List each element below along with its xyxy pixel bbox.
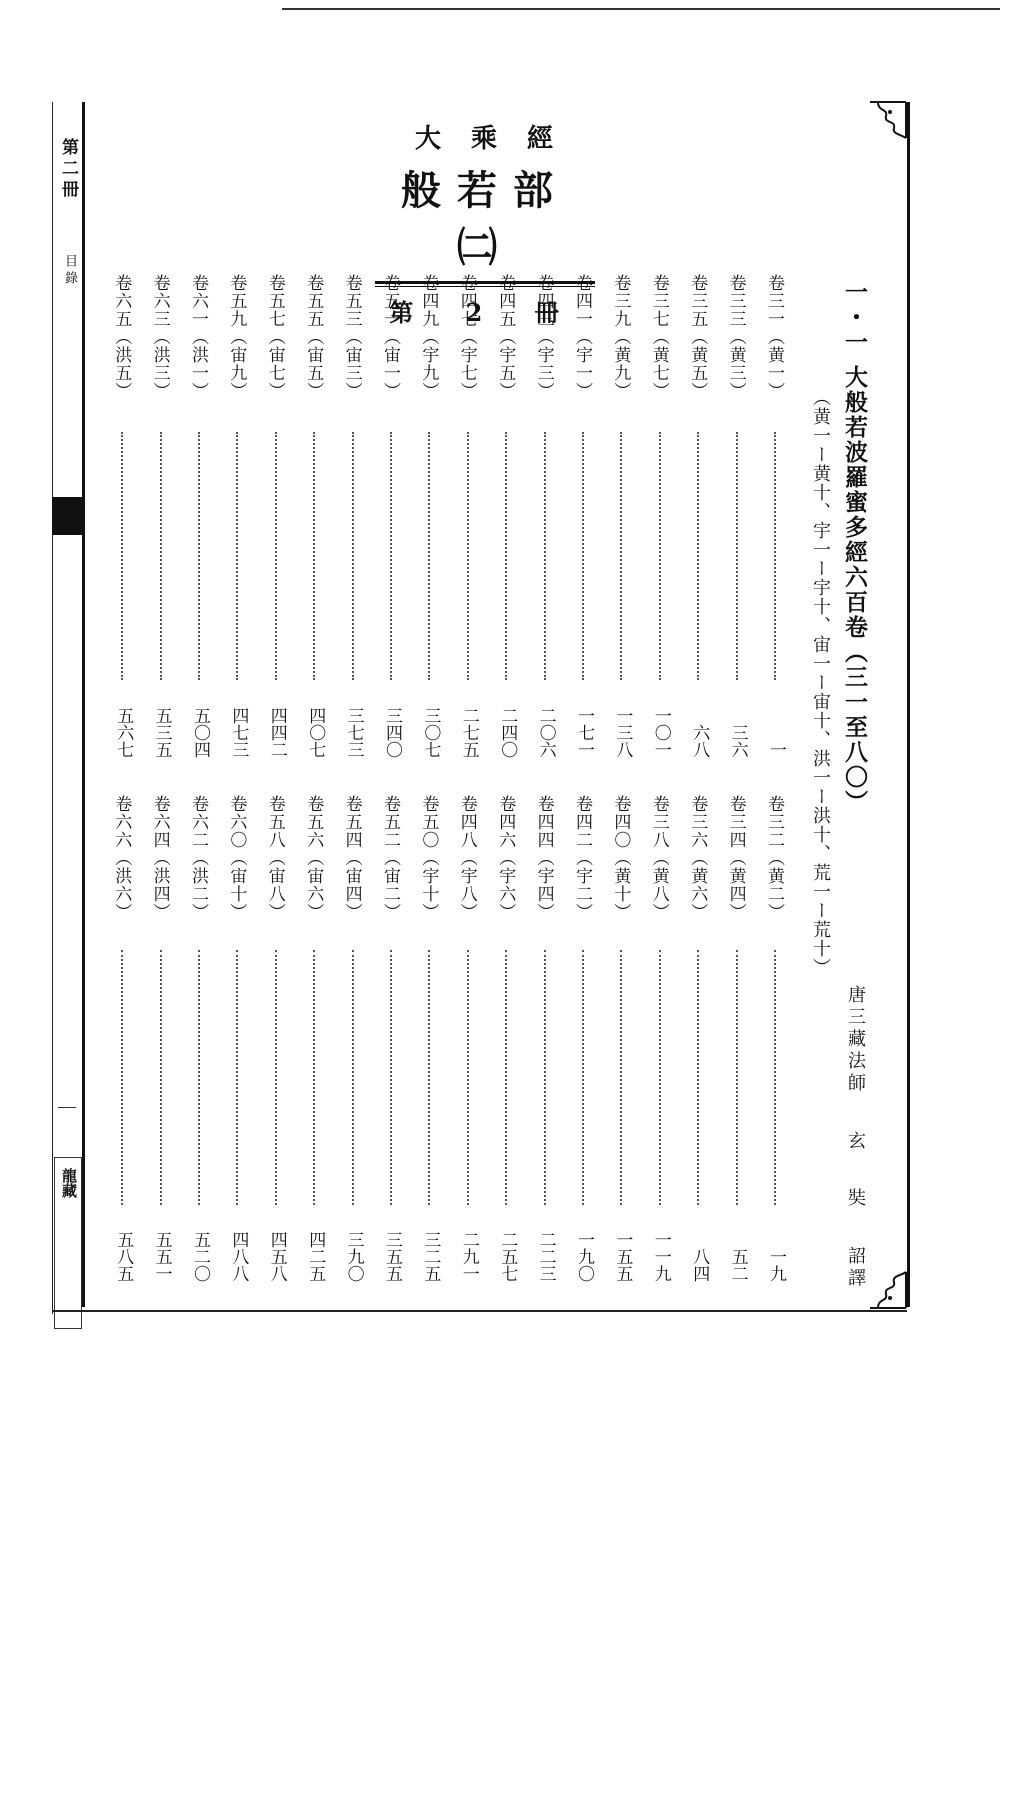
leader-dots [390,432,392,680]
entry-page-number: 一九〇 [574,1231,594,1282]
bottom-entry [493,795,521,1795]
entry-page-number: 五二〇 [190,1231,210,1282]
entry-label: 卷五九（宙九） [226,274,247,400]
entry-label: 卷五三（宙三） [341,274,362,400]
entry-label: 卷四〇（黄十） [610,795,631,921]
entry-page-number: 三六 [727,724,748,758]
bottom-entry [532,795,560,1795]
bottom-entry [263,795,291,1795]
leader-dots [620,432,622,680]
entry-page-number: 三四〇 [382,707,402,758]
entry-label: 卷六〇（宙十） [226,795,247,921]
entry-page-number: 二二三 [535,1231,556,1282]
bottom-entry [724,795,752,1795]
entry-label: 卷五〇（宇十） [418,795,439,921]
translator-name-1: 玄 [845,1130,866,1153]
entry-page-number: 五三五 [151,707,172,758]
bottom-entry [340,795,368,1795]
leader-dots [160,950,162,1205]
entry-label: 卷六四（洪四） [149,795,170,921]
translator-name-2: 奘 [845,1188,866,1211]
entry-label: 卷五一（宙一） [380,274,400,400]
leader-dots [160,432,162,680]
entry-page-number: 五二 [727,1248,748,1282]
work-title-line [838,280,871,815]
entry-page-number: 一 [766,741,786,758]
entry-page-number: 八四 [689,1248,710,1282]
leader-dots [275,950,277,1205]
entry-page-number: 四〇七 [305,707,326,758]
entry-label: 卷三五（黄五） [687,274,708,400]
leader-dots [275,432,277,680]
leader-dots [236,950,238,1205]
entry-label: 卷六二（洪二） [188,795,208,921]
entry-label: 卷四五（宇五） [495,274,516,400]
leader-dots [198,950,200,1205]
entry-label: 卷六三（洪三） [149,274,170,400]
leader-dots [198,432,200,680]
page-top-rule [282,8,1000,10]
entry-label: 卷五六（宙六） [303,795,324,921]
entry-label: 卷四三（宇三） [533,274,554,400]
corner-ornament-top-icon [868,100,908,140]
leader-dots [544,950,546,1205]
entry-page-number: 四四二 [266,707,287,758]
entry-label: 卷五四（宙四） [341,795,362,921]
bottom-entry [186,795,214,1795]
leader-dots [582,432,584,680]
entry-label: 卷三六（黄六） [687,795,708,921]
entry-label: 卷三九（黄九） [610,274,631,400]
leader-dots [352,432,354,680]
leader-dots [544,432,546,680]
spine-volume: 第二冊 [58,138,78,201]
leader-dots [428,432,430,680]
entry-page-number: 二七五 [458,707,479,758]
entry-label: 卷六五（洪五） [111,274,132,400]
entry-label: 卷五七（宙七） [264,274,285,400]
leader-dots [620,950,622,1205]
entry-label: 卷四四（宇四） [533,795,554,921]
header-volume: 第 2 冊 [389,298,581,327]
header-title: 般若部㈡ [401,167,569,271]
entry-label: 卷三八（黄八） [648,795,669,921]
header-supertitle: 大乘經 [414,124,583,154]
leader-dots [505,432,507,680]
entry-label: 卷四一（宇一） [572,274,592,400]
entry-label: 卷五二（宙二） [380,795,400,921]
work-case-range: （黄一ー黄十、宇一ー宇十、宙一ー宙十、洪一ー洪十、荒一ー荒十） [810,388,831,977]
spine [52,102,82,1330]
entry-page-number: 一五五 [612,1231,633,1282]
entry-label: 卷四八（宇八） [456,795,477,921]
entry-label: 卷三三（黄三） [725,274,746,400]
entry-page-number: 三五五 [382,1231,402,1282]
page-header [375,118,595,328]
leader-dots [774,950,776,1205]
leader-dots [736,432,738,680]
entry-page-number: 二〇六 [535,707,556,758]
leader-dots [390,950,392,1205]
translator-role: 詔譯 [845,1245,866,1290]
bottom-entry [378,795,406,1795]
entry-page-number: 三七三 [343,707,364,758]
spine-section: 目錄 [62,254,77,288]
entry-page-number: 三九〇 [343,1231,364,1282]
leader-dots [697,432,699,680]
leader-dots [505,950,507,1205]
leader-dots [774,432,776,680]
leader-dots [659,950,661,1205]
bottom-entry [301,795,329,1795]
entry-page-number: 五五一 [151,1231,172,1282]
entry-page-number: 一一九 [650,1231,671,1282]
leader-dots [467,950,469,1205]
work-title: 大般若波羅蜜多經六百卷（三一至八〇） [841,365,868,815]
translator-line [842,985,868,1290]
entry-page-number: 五八五 [113,1231,134,1282]
leader-dots [313,432,315,680]
entry-page-number: 五〇四 [190,707,210,758]
header-rule [375,281,595,287]
leader-dots [428,950,430,1205]
leader-dots [352,950,354,1205]
entry-label: 卷三四（黄四） [725,795,746,921]
leader-dots [697,950,699,1205]
leader-dots [659,432,661,680]
entry-label: 卷四二（宇二） [572,795,592,921]
entry-page-number: 一九 [766,1248,786,1282]
bottom-entry [109,795,137,1795]
entry-label: 卷五五（宙五） [303,274,324,400]
translator-title: 唐三藏法師 [845,985,866,1095]
entry-label: 卷五八（宙八） [264,795,285,921]
entry-page-number: 一七一 [574,707,594,758]
entry-page-number: 三〇七 [420,707,441,758]
spine-seal-text: 龍藏 [60,1168,78,1198]
entry-page-number: 四七三 [228,707,249,758]
leader-dots [467,432,469,680]
entry-page-number: 二五七 [497,1231,518,1282]
entry-page-number: 三二五 [420,1231,441,1282]
entry-page-number: 四八八 [228,1231,249,1282]
spine-seal [54,1157,82,1329]
bottom-entry [762,795,790,1795]
leader-dots [313,950,315,1205]
corner-ornament-bottom-icon [868,1270,908,1310]
leader-dots [736,950,738,1205]
entry-page-number: 一〇一 [650,707,671,758]
entry-label: 卷三七（黄七） [648,274,669,400]
spine-mark [58,1107,76,1108]
entry-label: 卷四九（宇九） [418,274,439,400]
entry-label: 卷三二（黄二） [764,795,784,921]
entry-label: 卷四七（宇七） [456,274,477,400]
bottom-entry [570,795,598,1795]
spine-tab-marker [52,497,84,535]
bottom-entry [455,795,483,1795]
entry-page-number: 二四〇 [497,707,518,758]
entry-page-number: 四五八 [266,1231,287,1282]
leader-dots [582,950,584,1205]
entry-page-number: 五六七 [113,707,134,758]
entry-page-number: 六八 [689,724,710,758]
entry-page-number: 四二五 [305,1231,326,1282]
leader-dots [121,432,123,680]
entry-label: 卷六六（洪六） [111,795,132,921]
entry-label: 卷四六（宇六） [495,795,516,921]
bottom-entry [224,795,252,1795]
bottom-entry [148,795,176,1795]
bottom-entry [416,795,444,1795]
bottom-entry [608,795,636,1795]
leader-dots [236,432,238,680]
bottom-entry [685,795,713,1795]
entry-page-number: 二九一 [458,1231,479,1282]
work-number: 一・一 [841,280,868,355]
entry-page-number: 一三八 [612,707,633,758]
entry-label: 卷三一（黄一） [764,274,784,400]
bottom-entry [647,795,675,1795]
entry-label: 卷六一（洪一） [188,274,208,400]
leader-dots [121,950,123,1205]
